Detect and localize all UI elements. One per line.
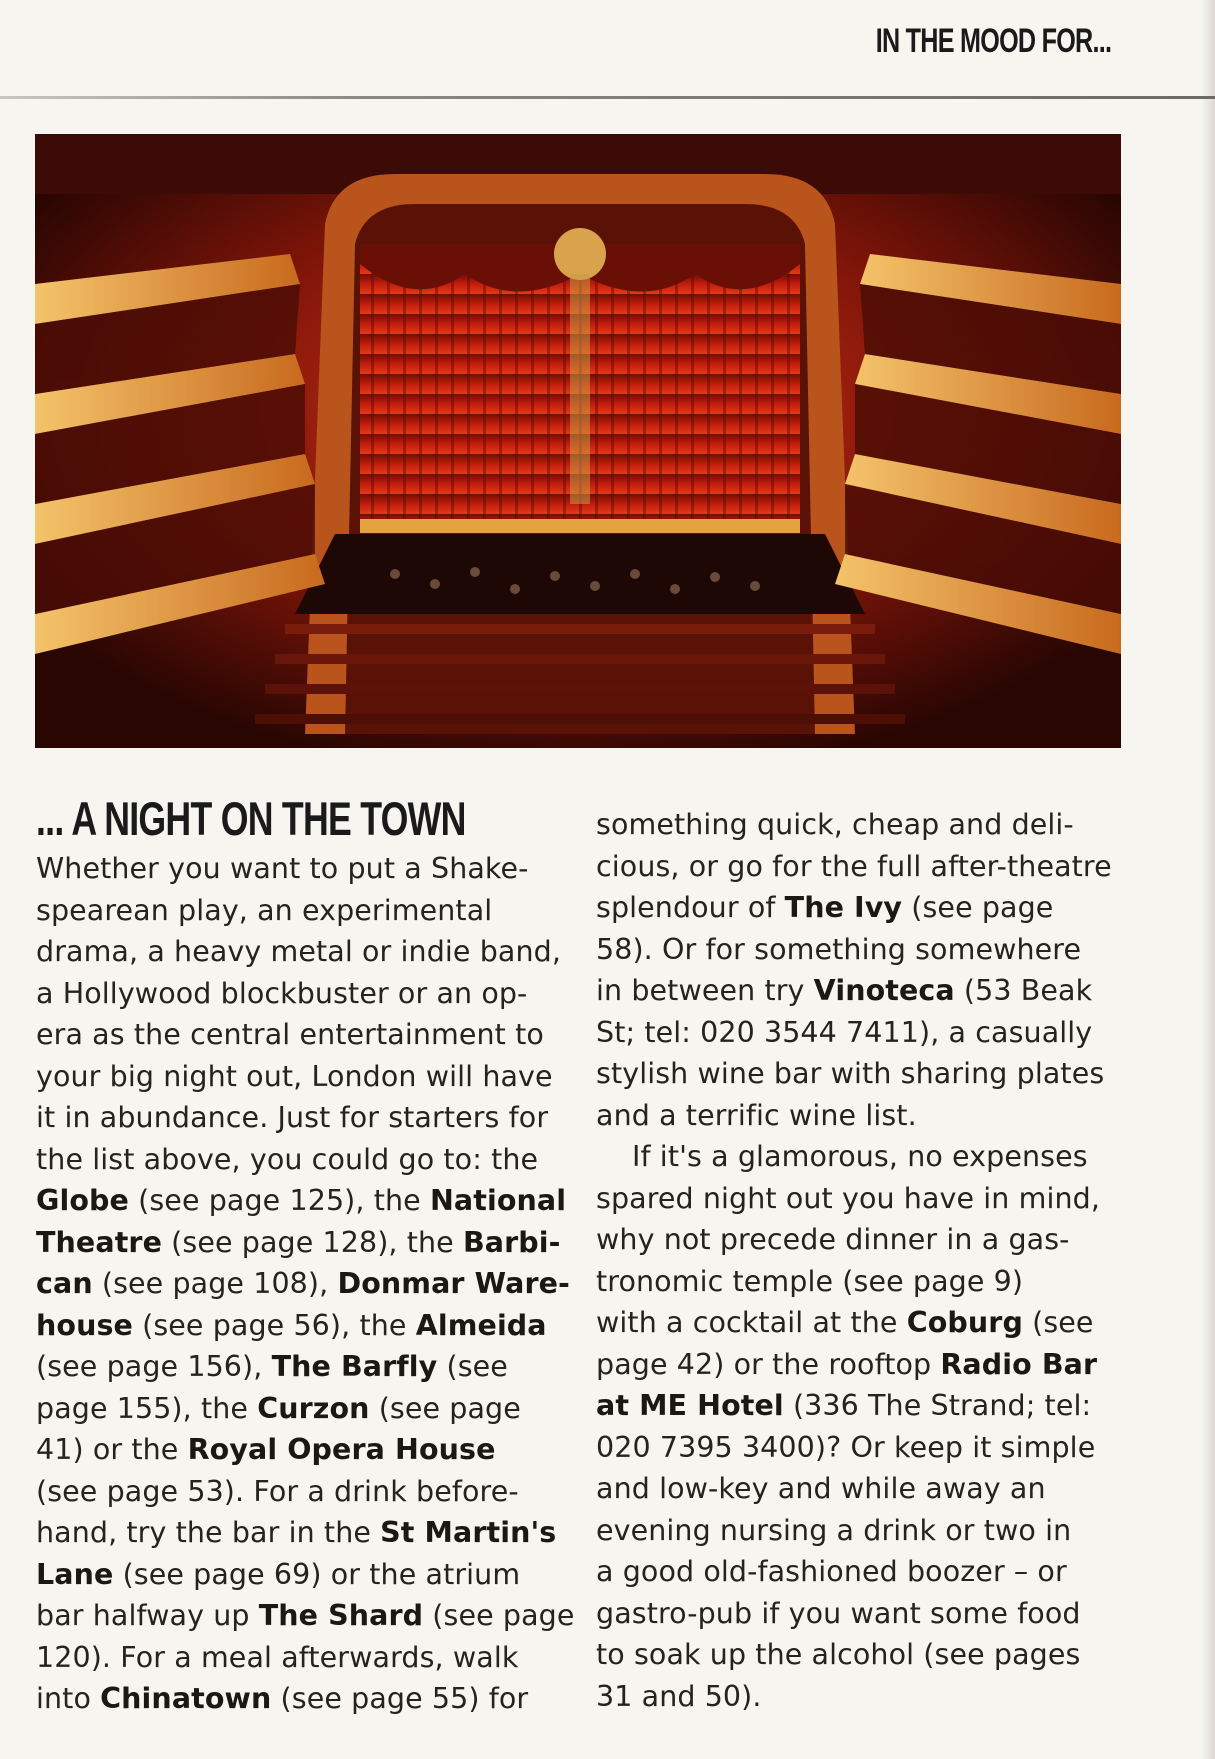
text-run: with a cocktail at the (596, 1306, 907, 1339)
venue-name: Almeida (415, 1308, 547, 1342)
text-line (596, 1261, 1136, 1303)
text-run: something quick, cheap and deli- (596, 808, 1074, 841)
text-line (36, 1139, 576, 1181)
text-run: (see page 128), the (162, 1225, 463, 1259)
venue-name: Chinatown (100, 1682, 272, 1715)
text-line (36, 931, 576, 973)
text-line (36, 848, 576, 890)
text-run: 020 7395 3400)? Or keep it simple (596, 1430, 1096, 1464)
text-run: the list above, you could go to: the (36, 1142, 539, 1176)
text-run: drama, a heavy metal or indie band, (36, 935, 561, 968)
text-run: tronomic temple (see page 9) (596, 1264, 1024, 1298)
text-run: stylish wine bar with sharing plates (596, 1057, 1105, 1090)
text-run: (see page 69) or the atrium (113, 1557, 521, 1591)
text-line (36, 1429, 576, 1471)
venue-name: The Ivy (784, 891, 903, 924)
text-run: (see page 56), the (132, 1308, 416, 1342)
text-run: it in abundance. Just for starters for (36, 1101, 549, 1134)
article-column-right (596, 804, 1136, 1717)
theatre-photo (35, 134, 1121, 748)
text-run: (see page 55) for (271, 1682, 529, 1715)
text-line (596, 1510, 1136, 1552)
text-line (36, 1595, 576, 1637)
text-line (596, 1427, 1136, 1469)
text-run: (see page 156), (36, 1350, 272, 1383)
text-run: hand, try the bar in the (36, 1516, 381, 1549)
text-line (596, 887, 1136, 929)
venue-name: can (36, 1267, 93, 1300)
venue-name: Vinoteca (813, 974, 955, 1007)
text-line (36, 1222, 576, 1264)
text-run: 31 and 50). (596, 1679, 762, 1713)
text-line (596, 1178, 1136, 1220)
text-line (596, 1344, 1136, 1386)
text-run: (see page 53). For a drink before- (36, 1474, 519, 1508)
text-run: cious, or go for the full after-theatre (596, 849, 1112, 883)
text-line (596, 804, 1136, 846)
venue-name: Theatre (36, 1225, 162, 1259)
venue-name: St Martin's (380, 1516, 557, 1549)
header-rule (0, 96, 1215, 99)
venue-name: Royal Opera House (187, 1433, 496, 1466)
text-run: Whether you want to put a Shake- (36, 852, 529, 885)
venue-name: Barbi- (462, 1225, 561, 1259)
text-run: If it's a glamorous, no expenses (632, 1140, 1088, 1173)
text-line (596, 1385, 1136, 1427)
text-line (36, 1014, 576, 1056)
text-run: 41) or the (36, 1433, 188, 1466)
text-line (36, 1388, 576, 1430)
text-line (36, 1263, 576, 1305)
text-run: (53 Beak (954, 974, 1093, 1007)
text-line (596, 1634, 1136, 1676)
article-heading: ... A NIGHT ON THE TOWN (36, 792, 466, 845)
text-run: a Hollywood blockbuster or an op- (36, 976, 528, 1010)
venue-name: Curzon (257, 1391, 370, 1425)
text-run: evening nursing a drink or two in (596, 1513, 1072, 1547)
text-line (36, 1554, 576, 1596)
text-line (36, 1471, 576, 1513)
text-line (36, 1097, 576, 1139)
text-run: (see (1022, 1306, 1094, 1339)
text-run: bar halfway up (36, 1599, 259, 1632)
text-line (596, 1095, 1136, 1137)
text-line (596, 1302, 1136, 1344)
venue-name: at ME Hotel (596, 1389, 784, 1422)
text-line (36, 1678, 576, 1720)
venue-name: Globe (36, 1184, 129, 1217)
text-line (596, 970, 1136, 1012)
text-line (36, 973, 576, 1015)
text-run: gastro-pub if you want some food (596, 1596, 1081, 1630)
text-run: St; tel: 020 3544 7411), a casually (596, 1015, 1093, 1049)
text-line (596, 1551, 1136, 1593)
text-line (36, 1346, 576, 1388)
text-run: (see page 108), (92, 1267, 338, 1300)
text-line (596, 1136, 1136, 1178)
text-line (596, 846, 1136, 888)
page-edge (1201, 0, 1215, 1759)
text-run: in between try (596, 974, 814, 1007)
text-run: (see page (369, 1391, 521, 1425)
venue-name: Donmar Ware- (337, 1267, 570, 1300)
text-run: page 42) or the rooftop (596, 1347, 941, 1381)
text-run: spearean play, an experimental (36, 893, 493, 927)
text-line (596, 1219, 1136, 1261)
text-line (596, 1053, 1136, 1095)
venue-name: National (429, 1184, 567, 1217)
text-run: and low-key and while away an (596, 1472, 1046, 1505)
venue-name: Coburg (906, 1306, 1023, 1339)
text-line (596, 1676, 1136, 1718)
text-run: why not precede dinner in a gas- (596, 1223, 1070, 1256)
text-line (596, 1468, 1136, 1510)
text-line (36, 1305, 576, 1347)
text-run: into (36, 1682, 101, 1715)
text-run: spared night out you have in mind, (596, 1181, 1101, 1215)
text-run: era as the central entertainment to (36, 1018, 544, 1051)
text-run: (see page (423, 1599, 575, 1632)
venue-name: The Barfly (271, 1350, 438, 1383)
venue-name: Radio Bar (940, 1347, 1098, 1381)
text-run: page 155), the (36, 1391, 258, 1425)
venue-name: The Shard (258, 1599, 424, 1632)
text-run: and a terrific wine list. (596, 1098, 917, 1132)
text-line (36, 890, 576, 932)
text-run: (see page (902, 891, 1054, 924)
text-line (36, 1512, 576, 1554)
text-run: your big night out, London will have (36, 1059, 553, 1093)
text-run: a good old-fashioned boozer – or (596, 1555, 1067, 1588)
text-line (596, 929, 1136, 971)
text-run: (336 The Strand; tel: (783, 1389, 1092, 1422)
text-run: (see page 125), the (128, 1184, 430, 1217)
venue-name: house (36, 1308, 133, 1342)
article-column-left (36, 848, 576, 1720)
text-line (36, 1180, 576, 1222)
text-run: splendour of (596, 891, 785, 924)
text-run: 120). For a meal afterwards, walk (36, 1640, 519, 1674)
running-head: IN THE MOOD FOR... (875, 22, 1111, 60)
venue-name: Lane (36, 1557, 114, 1591)
text-line (36, 1056, 576, 1098)
text-run: to soak up the alcohol (see pages (596, 1638, 1081, 1671)
text-line (596, 1012, 1136, 1054)
text-run: (see (437, 1350, 508, 1383)
text-line (36, 1637, 576, 1679)
text-run: 58). Or for something somewhere (596, 932, 1082, 966)
text-line (596, 1593, 1136, 1635)
